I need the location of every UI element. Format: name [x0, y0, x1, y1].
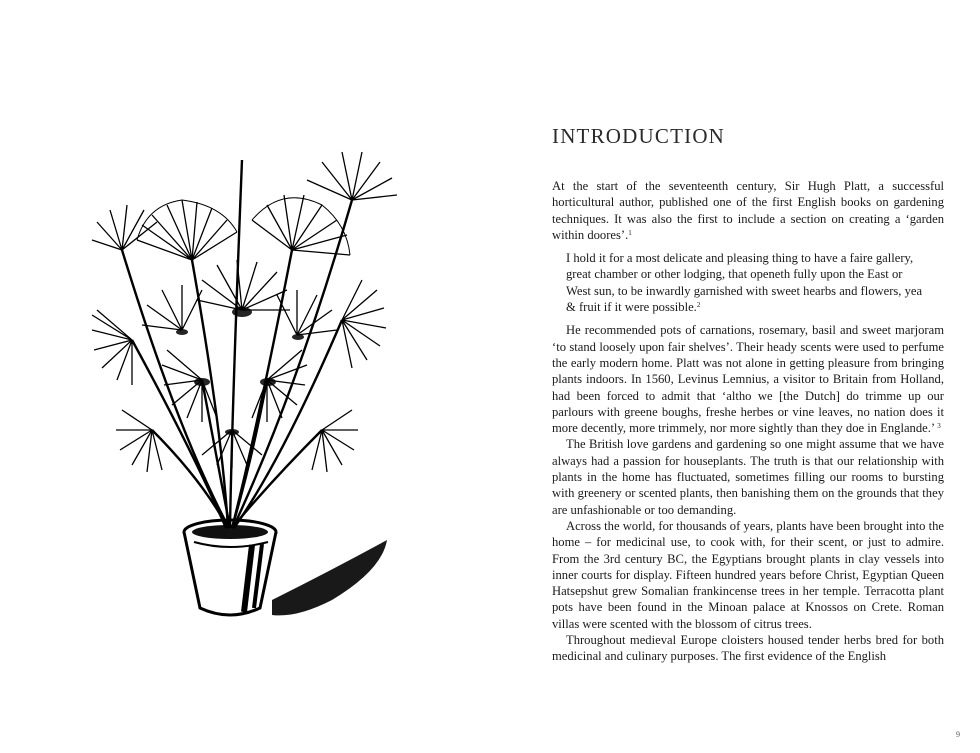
footnote-marker-3: 3	[937, 422, 941, 431]
potted-palm-illustration	[82, 130, 402, 630]
paragraph-5: Throughout medieval Europe cloisters housed tender herbs bred for both medicinal and culinary purposes. The first evidence of the English	[552, 633, 944, 664]
paragraph-4: Across the world, for thousands of years, plants have been brought into the home – for medicinal use, to cook with, for their scent, or just to admire. From the 3rd century BC, the Egyptians brought plants in clay vessels into inner courts for display. Fifteen hundred years before Christ, Egyptian Queen Hatsepshut grew Somalian frankincense trees in her temple. Terracotta plant pots have been found in the Minoan palace at Knossos on Crete. Roman villas were scented with the blossom of citrus trees.	[552, 518, 944, 631]
paragraph-2	[552, 322, 944, 436]
page-number: 9	[956, 730, 960, 739]
chapter-heading: INTRODUCTION	[552, 124, 726, 148]
block-quote-text: I hold it for a most delicate and pleasing thing to have a faire gallery, great chamber or other lodging, that openeth fully upon the East or West sun, to be inwardly garnished with sweet hearbs and flowers, yea & fruit if it were possible.	[566, 251, 923, 315]
paragraph-1-text: At the start of the seventeenth century, Sir Hugh Platt, a successful horticultural author, published one of the first English books on gardening techniques. It was also the first to include a section on creating a ‘garden within doores’.	[552, 179, 944, 242]
footnote-marker-1: 1	[628, 228, 632, 237]
paragraph-2-text: He recommended pots of carnations, rosemary, basil and sweet marjoram ‘to stand loosely upon fair shelves’. Their heady scents were used to perfume the early modern home. Platt was not alone in getting pleasure from bringing plants indoors. In 1560, Levinus Lemnius, a visitor to Britain from Holland, had been forced to admit that ‘altho we [the Dutch] do trimme up our parlours with greene boughs, freshe herbes or vine leaves, no nation does it more decently, more trimmely, nor more sightly than they doe in Englande.’	[552, 323, 944, 436]
text-column	[552, 124, 944, 665]
block-quote	[566, 250, 930, 315]
paragraph-1	[552, 178, 944, 243]
paragraph-3: The British love gardens and gardening so one might assume that we have always had a passion for houseplants. The truth is that our relationship with plants in the home has fluctuated, sometimes filling our rooms to bursting with greenery or scented plants, then banishing them on the grounds that they are unfashionable or too demanding.	[552, 437, 944, 517]
footnote-marker-2: 2	[696, 301, 701, 310]
